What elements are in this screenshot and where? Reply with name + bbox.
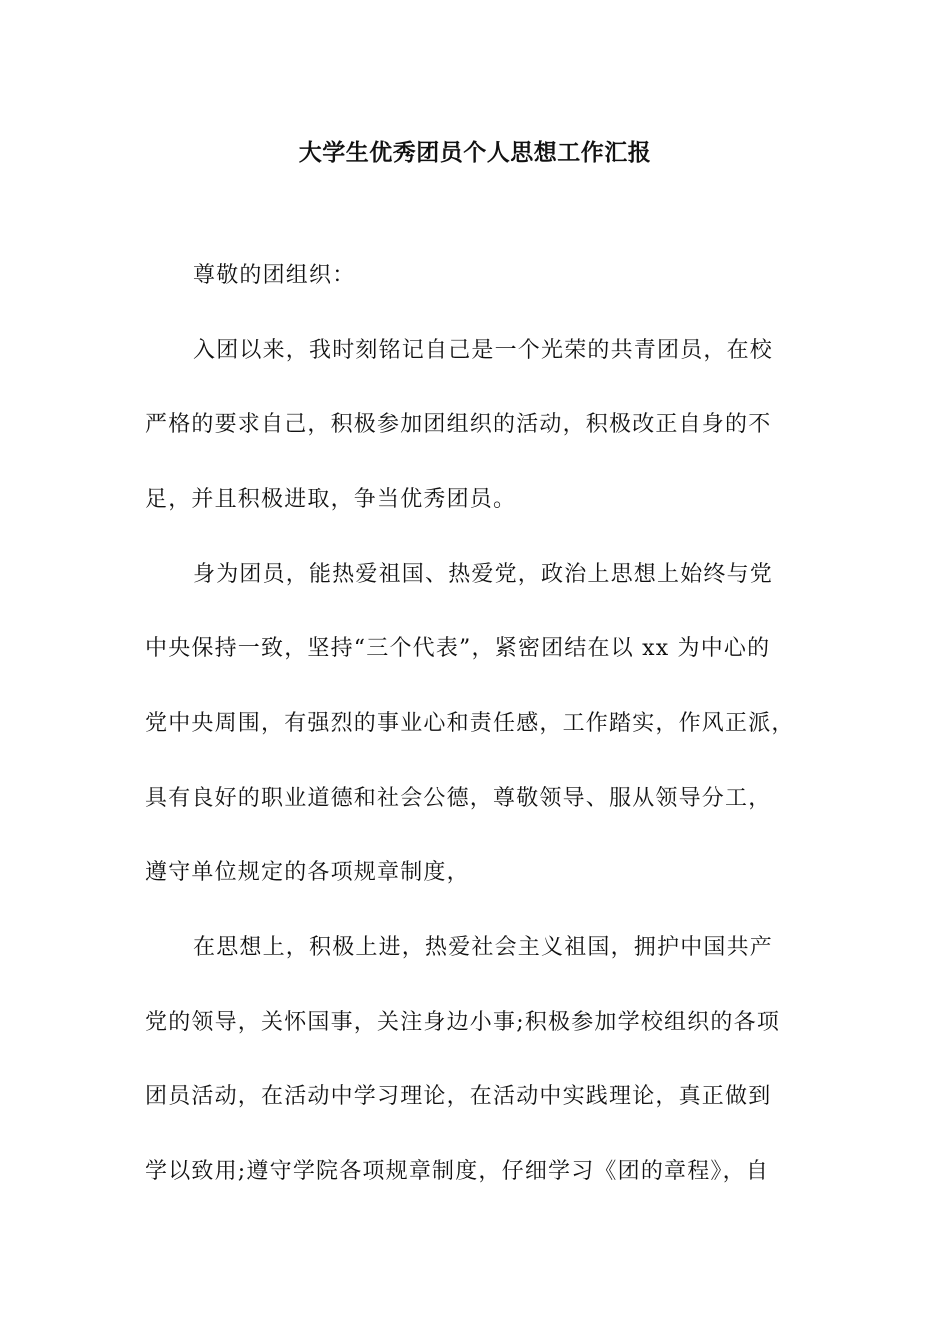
paragraph-line: 入团以来，我时刻铭记自己是一个光荣的共青团员，在校 <box>193 338 774 363</box>
paragraph-line: 遵守单位规定的各项规章制度， <box>145 860 470 885</box>
paragraph-line: 党的领导，关怀国事，关注身边小事;积极参加学校组织的各项 <box>145 1010 781 1035</box>
paragraph-line: 具有良好的职业道德和社会公德，尊敬领导、服从领导分工， <box>145 786 772 811</box>
paragraph-line: 严格的要求自己，积极参加团组织的活动，积极改正自身的不 <box>145 412 772 437</box>
paragraph-line: 团员活动，在活动中学习理论，在活动中实践理论，真正做到 <box>145 1084 772 1109</box>
document-title: 大学生优秀团员个人思想工作汇报 <box>298 139 652 166</box>
paragraph-line: 在思想上，积极上进，热爱社会主义祖国，拥护中国共产 <box>193 935 774 960</box>
paragraph-line: 学以致用;遵守学院各项规章制度，仔细学习《团的章程》，自 <box>145 1159 770 1184</box>
paragraph-line: 身为团员，能热爱祖国、热爱党，政治上思想上始终与党 <box>193 562 774 587</box>
paragraph-line: 党中央周围，有强烈的事业心和责任感，工作踏实，作风正派， <box>145 711 795 736</box>
paragraph-line: 中央保持一致，坚持“三个代表”，紧密团结在以 xx 为中心的 <box>145 636 771 661</box>
salutation: 尊敬的团组织： <box>193 263 356 288</box>
paragraph-line: 足，并且积极进取，争当优秀团员。 <box>145 487 517 512</box>
